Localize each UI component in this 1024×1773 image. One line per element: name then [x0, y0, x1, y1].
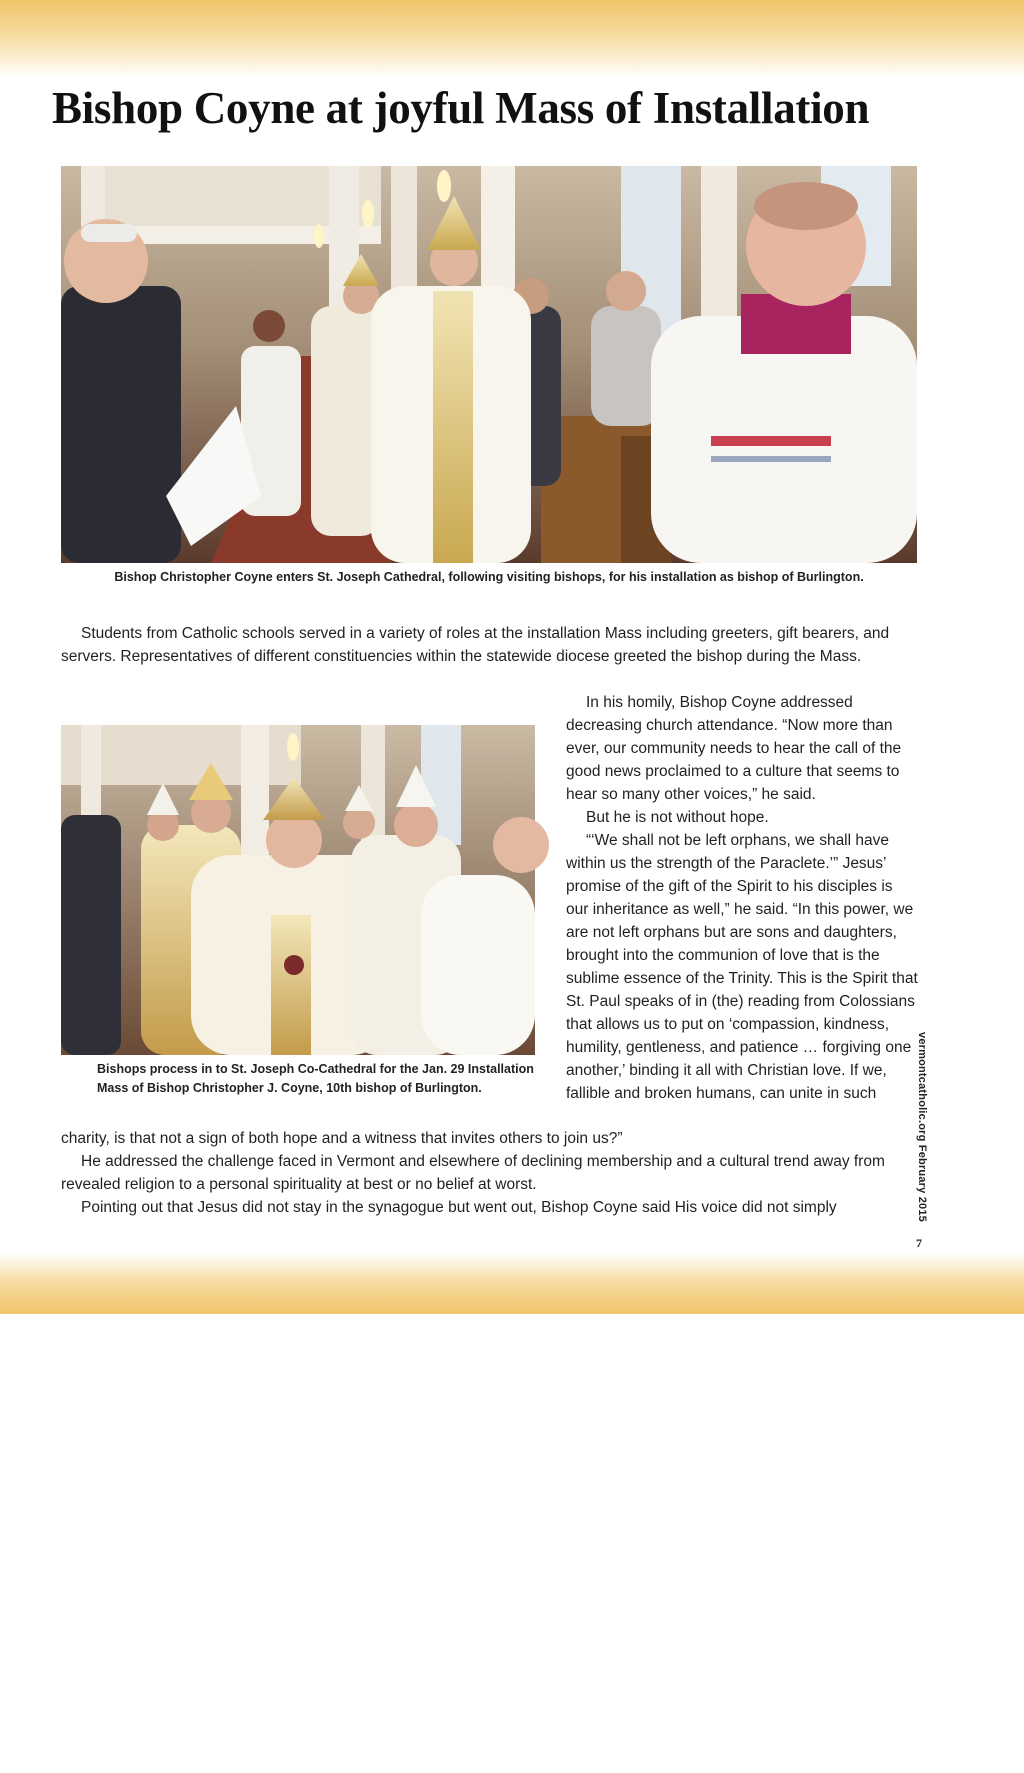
right-text-column: [566, 691, 918, 1105]
top-photo-caption: Bishop Christopher Coyne enters St. Joseph Cathedral, following visiting bishops, for his installation as bishop of Burlington.: [114, 570, 864, 584]
bottom-gold-band: [0, 1252, 1024, 1314]
bottom-photo-caption: [97, 1060, 547, 1098]
bottom-caption-line-1: Bishops process in to St. Joseph Co-Cathedral for the Jan. 29 Installation: [97, 1062, 534, 1076]
body-paragraph-2: He addressed the challenge faced in Vermont and elsewhere of declining membership and a cultural trend away from revealed religion to a personal spirituality at best or no belief at worst.: [61, 1153, 885, 1193]
body-paragraph-3: Pointing out that Jesus did not stay in the synagogue but went out, Bishop Coyne said His voice did not simply: [81, 1199, 837, 1216]
body-paragraph-continued: charity, is that not a sign of both hope and a witness that invites others to join us?”: [61, 1130, 623, 1147]
body-paragraph-1: Students from Catholic schools served in a variety of roles at the installation Mass including greeters, gift bearers, and servers. Representatives of different constituencies within the statewide diocese greeted the bishop during the Mass.: [61, 625, 890, 665]
page-number: 7: [916, 1236, 922, 1250]
top-gold-band: [0, 0, 1024, 78]
photo-credit: (Photos by Pat Gore): [118, 1669, 130, 1773]
column-paragraph-3: “‘We shall not be left orphans, we shall have within us the strength of the Paraclete.’” Jesus’ promise of the gift of the Spirit to his disciples is our inheritance as well,” he said. “In this power, we are not left orphans but are sons and daughters, brought into the communion of love that is the sublime essence of the Trinity. This is the Spirit that St. Paul speaks of in (the) reading from Colossians that allows us to put on ‘compassion, kindness, humility, gentleness, and patience … forgiving one another,’ binding it all with Christian love. If we, fallible and broken humans, can unite in such: [566, 832, 918, 1102]
bottom-caption-line-2: Mass of Bishop Christopher J. Coyne, 10th bishop of Burlington.: [97, 1081, 482, 1095]
procession-photo: [61, 166, 917, 563]
column-paragraph-1: In his homily, Bishop Coyne addressed decreasing church attendance. “Now more than ever, our community needs to hear the call of the good news proclaimed to a culture that seems to hear so many other voices,” he said.: [566, 694, 902, 803]
vertical-sidebar-url-date: vermontcatholic.org February 2015: [916, 1032, 928, 1222]
article-headline: Bishop Coyne at joyful Mass of Installation: [52, 83, 870, 133]
column-paragraph-2: But he is not without hope.: [586, 809, 769, 826]
